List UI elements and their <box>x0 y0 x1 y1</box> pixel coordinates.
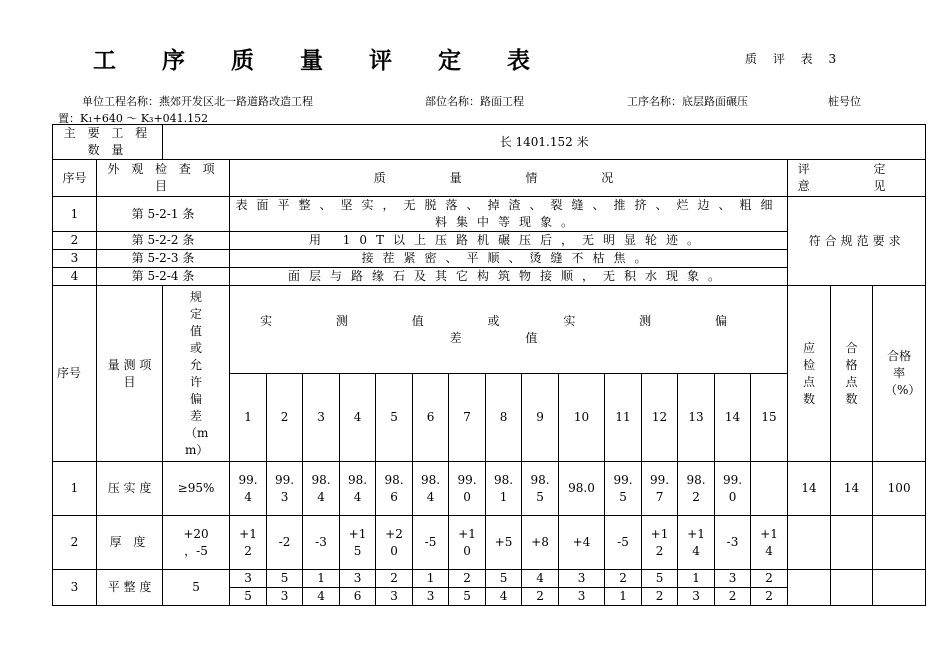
measured-values-header: 实 测 值 或 实 测 偏 差 值 <box>230 286 788 374</box>
measure-row-2-value-8: +5 <box>486 516 522 570</box>
measure-row-3-bottom-value-4: 6 <box>340 588 376 606</box>
measure-row-3-bottom-value-13: 3 <box>678 588 715 606</box>
measure-row-2-value-2: -2 <box>267 516 303 570</box>
appearance-row-3-seq: 3 <box>53 250 97 268</box>
measure-row-1-value-13: 98.2 <box>678 462 715 516</box>
measure-row-3-top-value-12: 5 <box>642 570 678 588</box>
measure-row-2-value-11: -5 <box>605 516 642 570</box>
measure-row-1-value-8: 98.1 <box>486 462 522 516</box>
measure-row-2-value-5: +20 <box>376 516 413 570</box>
measure-row-2-seq: 2 <box>53 516 97 570</box>
measure-row-3-top-value-13: 1 <box>678 570 715 588</box>
appearance-row-4-seq: 4 <box>53 268 97 286</box>
measure-row-1-value-14: 99.0 <box>715 462 751 516</box>
appearance-row-1-desc: 表面平整、坚实，无脱落、掉渣、裂缝、推挤、烂边、粗细料集中等现象。 <box>230 197 788 232</box>
measure-row-2-rate <box>873 516 926 570</box>
should-check-header: 应检点数 <box>788 286 831 462</box>
measure-item-header: 量 测 项 目 <box>97 286 163 462</box>
appearance-row-1-seq: 1 <box>53 197 97 232</box>
measure-row-3-top-value-15: 2 <box>751 570 788 588</box>
measure-row-3-bottom-value-5: 3 <box>376 588 413 606</box>
measure-row-3-top-value-11: 2 <box>605 570 642 588</box>
column-number-9: 9 <box>522 374 559 462</box>
main-works-value: 长 1401.152 米 <box>163 125 926 160</box>
measure-row-3-top-value-10: 3 <box>559 570 605 588</box>
measure-row-2-item: 厚 度 <box>97 516 163 570</box>
measure-row-1-value-2: 99.3 <box>267 462 303 516</box>
measure-row-2-value-3: -3 <box>303 516 340 570</box>
measure-row-3-bottom-value-3: 4 <box>303 588 340 606</box>
opinion-header: 评 定 意 见 <box>788 160 926 197</box>
pass-points-header: 合格点数 <box>831 286 873 462</box>
measure-row-3-seq: 3 <box>53 570 97 606</box>
measure-row-1-rate: 100 <box>873 462 926 516</box>
measure-row-1-value-4: 98.4 <box>340 462 376 516</box>
column-number-12: 12 <box>642 374 678 462</box>
form-number: 质 评 表 3 <box>745 52 843 66</box>
column-number-7: 7 <box>449 374 486 462</box>
column-number-11: 11 <box>605 374 642 462</box>
measure-row-1-value-12: 99.7 <box>642 462 678 516</box>
appearance-seq-header: 序号 <box>53 160 97 197</box>
measure-row-3-top-value-6: 1 <box>413 570 449 588</box>
measure-row-2-value-10: +4 <box>559 516 605 570</box>
opinion-value: 符合规范要求 <box>788 197 926 286</box>
measure-row-3-top-value-5: 2 <box>376 570 413 588</box>
measure-row-2-value-9: +8 <box>522 516 559 570</box>
column-number-6: 6 <box>413 374 449 462</box>
pass-rate-header: 合格率（%） <box>873 286 926 462</box>
appearance-row-3-item: 第 5-2-3 条 <box>97 250 230 268</box>
part-name: 部位名称：路面工程 <box>425 95 524 108</box>
measure-row-3-bottom-value-15: 2 <box>751 588 788 606</box>
measure-row-1-value-3: 98.4 <box>303 462 340 516</box>
measure-row-3-top-value-8: 5 <box>486 570 522 588</box>
measure-row-2-value-6: -5 <box>413 516 449 570</box>
measure-row-3-bottom-value-9: 2 <box>522 588 559 606</box>
measure-row-2-value-12: +12 <box>642 516 678 570</box>
measure-row-2-value-4: +15 <box>340 516 376 570</box>
appearance-row-4-item: 第 5-2-4 条 <box>97 268 230 286</box>
column-number-4: 4 <box>340 374 376 462</box>
measure-row-3-top-value-7: 2 <box>449 570 486 588</box>
appearance-row-2-desc: 用 10T以上压路机碾压后，无明显轮迹。 <box>230 232 788 250</box>
measure-row-1-value-5: 98.6 <box>376 462 413 516</box>
measure-row-2-value-15: +14 <box>751 516 788 570</box>
measure-row-3-bottom-value-7: 5 <box>449 588 486 606</box>
measure-row-3-bottom-value-11: 1 <box>605 588 642 606</box>
station-label: 桩号位 <box>828 95 861 108</box>
appearance-row-2-item: 第 5-2-2 条 <box>97 232 230 250</box>
quality-header: 质 量 情 况 <box>230 160 788 197</box>
measure-row-1-should: 14 <box>788 462 831 516</box>
appearance-row-1-item: 第 5-2-1 条 <box>97 197 230 232</box>
measure-row-3-top-value-9: 4 <box>522 570 559 588</box>
tolerance-header: 规定值或允许偏差（mm） <box>163 286 230 462</box>
measure-row-3-bottom-value-12: 2 <box>642 588 678 606</box>
measure-row-2-should <box>788 516 831 570</box>
measure-row-3-top-value-14: 3 <box>715 570 751 588</box>
measure-row-2-value-14: -3 <box>715 516 751 570</box>
column-number-5: 5 <box>376 374 413 462</box>
column-number-10: 10 <box>559 374 605 462</box>
column-number-14: 14 <box>715 374 751 462</box>
measure-row-1-value-11: 99.5 <box>605 462 642 516</box>
column-number-13: 13 <box>678 374 715 462</box>
measure-row-1-tolerance: ≥95% <box>163 462 230 516</box>
measure-row-1-pass: 14 <box>831 462 873 516</box>
measure-row-2-pass <box>831 516 873 570</box>
measure-row-3-top-value-4: 3 <box>340 570 376 588</box>
measure-row-1-item: 压 实 度 <box>97 462 163 516</box>
measure-row-2-tolerance: +20 ，-5 <box>163 516 230 570</box>
measure-row-3-bottom-value-14: 2 <box>715 588 751 606</box>
measure-row-3-top-value-2: 5 <box>267 570 303 588</box>
measure-row-1-value-7: 99.0 <box>449 462 486 516</box>
unit-project-name: 单位工程名称：燕郊开发区北一路道路改造工程 <box>82 95 313 108</box>
appearance-row-2-seq: 2 <box>53 232 97 250</box>
measure-row-3-item: 平 整 度 <box>97 570 163 606</box>
measure-row-3-bottom-value-8: 4 <box>486 588 522 606</box>
measure-row-1-value-1: 99.4 <box>230 462 267 516</box>
measure-row-3-tolerance: 5 <box>163 570 230 606</box>
process-name: 工序名称：底层路面碾压 <box>627 95 748 108</box>
main-works-label: 主 要 工 程 数 量 <box>53 125 163 160</box>
measure-row-3-top-value-3: 1 <box>303 570 340 588</box>
measure-row-1-value-9: 98.5 <box>522 462 559 516</box>
measure-row-1-value-10: 98.0 <box>559 462 605 516</box>
measure-seq-header: 序号 <box>53 286 97 462</box>
measure-row-3-bottom-value-1: 5 <box>230 588 267 606</box>
measure-row-3-should <box>788 570 831 606</box>
measure-row-2-value-13: +14 <box>678 516 715 570</box>
measure-row-1-value-6: 98.4 <box>413 462 449 516</box>
measure-row-3-bottom-value-2: 3 <box>267 588 303 606</box>
appearance-row-3-desc: 接茬紧密、平顺、烫缝不枯焦。 <box>230 250 788 268</box>
measure-row-1-seq: 1 <box>53 462 97 516</box>
measure-row-3-top-value-1: 3 <box>230 570 267 588</box>
measure-row-3-rate <box>873 570 926 606</box>
measure-row-2-value-7: +10 <box>449 516 486 570</box>
appearance-item-header: 外 观 检 查 项 目 <box>97 160 230 197</box>
appearance-row-4-desc: 面层与路缘石及其它构筑物接顺，无积水现象。 <box>230 268 788 286</box>
station-range: 置：K₁+640 ～ K₃+041.152 <box>58 112 209 125</box>
evaluation-table <box>52 124 926 606</box>
measure-row-3-bottom-value-10: 3 <box>559 588 605 606</box>
column-number-15: 15 <box>751 374 788 462</box>
measure-row-2-value-1: +12 <box>230 516 267 570</box>
measure-row-1-value-15 <box>751 462 788 516</box>
column-number-1: 1 <box>230 374 267 462</box>
column-number-3: 3 <box>303 374 340 462</box>
measure-row-3-pass <box>831 570 873 606</box>
measure-row-3-bottom-value-6: 3 <box>413 588 449 606</box>
column-number-2: 2 <box>267 374 303 462</box>
form-title: 工 序 质 量 评 定 表 <box>93 48 550 74</box>
column-number-8: 8 <box>486 374 522 462</box>
